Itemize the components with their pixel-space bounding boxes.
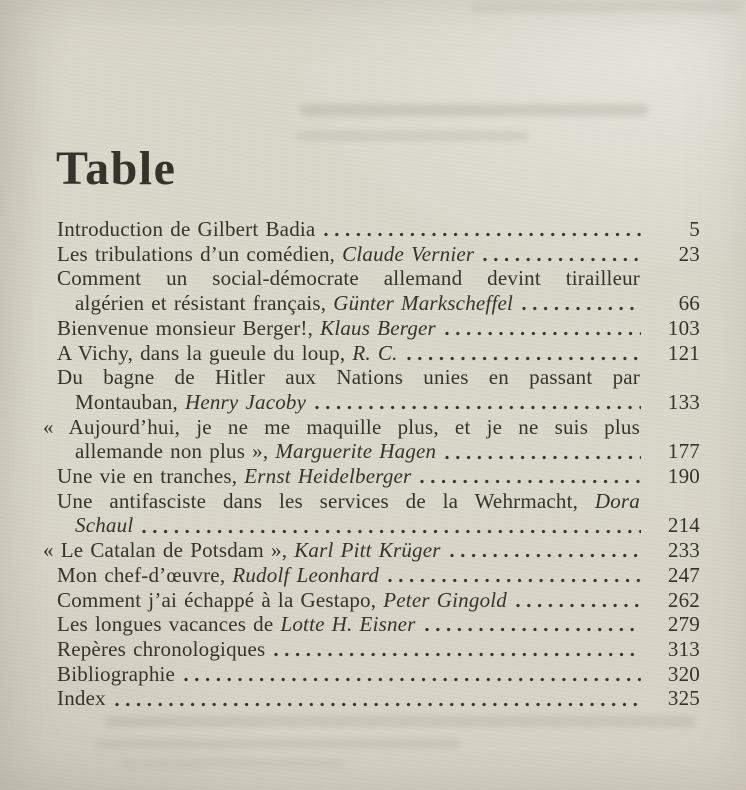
toc-entry-text [57, 316, 436, 341]
page-number: 262 [667, 587, 700, 612]
page-number: 66 [678, 291, 700, 316]
toc-title-text: Les longues vacances de [57, 612, 281, 637]
toc-author: Claude Vernier [342, 241, 475, 266]
page-number: 325 [667, 686, 700, 711]
toc-title-text: Une vie en tranches, [57, 464, 245, 489]
toc-title-text: Repères chronologiques [57, 636, 266, 661]
dot-leader [445, 455, 641, 460]
toc-entry-text [57, 341, 398, 366]
toc-line [57, 217, 700, 242]
page-number: 233 [667, 538, 700, 563]
dot-leader [274, 652, 641, 657]
toc-entry-text [75, 513, 133, 538]
toc-title-text: Bibliographie [57, 661, 176, 686]
toc-list [43, 217, 700, 711]
dot-leader [420, 479, 641, 484]
toc-entry-text [57, 489, 640, 513]
show-through-line [296, 131, 528, 141]
toc-line [57, 489, 640, 514]
toc-title-text: Mon chef-d’œuvre, [57, 562, 233, 587]
toc-title-text: algérien et résistant français, [75, 291, 334, 316]
toc-author: Ernst Heidelberger [244, 464, 412, 489]
toc-line [57, 563, 700, 588]
toc-line [57, 612, 700, 637]
page-number: 214 [667, 513, 700, 538]
toc-line [57, 242, 700, 267]
page-number: 247 [667, 562, 700, 587]
toc-line [57, 365, 640, 390]
toc-author: Klaus Berger [320, 315, 436, 340]
dot-leader [450, 553, 641, 558]
page-number: 320 [667, 661, 700, 686]
dot-leader [142, 529, 641, 534]
toc-line [57, 291, 700, 316]
dot-leader [324, 232, 641, 237]
show-through-line [120, 759, 345, 768]
show-through-line [95, 739, 460, 749]
toc-line [57, 316, 700, 341]
toc-author: Dora [594, 488, 640, 513]
toc-author: R. C. [352, 340, 398, 365]
toc-line [57, 439, 700, 464]
toc-title-text: A Vichy, dans la gueule du loup, [57, 340, 353, 365]
toc-entry-text [57, 365, 640, 389]
dot-leader [184, 677, 641, 682]
toc-entry-text [75, 291, 513, 316]
toc-title-text: allemande non plus », [75, 439, 276, 464]
show-through-line [105, 716, 695, 727]
toc-line [57, 341, 700, 366]
toc-line [57, 637, 700, 662]
toc-author: Peter Gingold [383, 587, 508, 612]
toc-author: Marguerite Hagen [275, 439, 437, 464]
show-through-smudge [470, 2, 740, 13]
page-number: 190 [667, 464, 700, 489]
toc-line [43, 538, 700, 563]
toc-title-text: Du bagne de Hitler aux Nations unies en passant par [57, 365, 640, 390]
toc-entry-text [75, 439, 436, 464]
page-number: 103 [667, 315, 700, 340]
toc-entry-text [57, 563, 379, 588]
dot-leader [388, 578, 641, 583]
toc-author: Henry Jacoby [184, 389, 307, 414]
toc-entry-text [57, 588, 507, 613]
dot-leader [522, 306, 641, 311]
toc-line [57, 662, 700, 687]
toc-title-text: Comment j’ai échappé à la Gestapo, [57, 587, 384, 612]
toc-entry-text [43, 538, 441, 563]
page-number: 133 [667, 389, 700, 414]
dot-leader [516, 603, 641, 608]
toc-title-text: Bienvenue monsieur Berger!, [57, 315, 321, 340]
dot-leader [115, 702, 641, 707]
toc-entry-text [43, 415, 640, 439]
toc-title-text: Une antifasciste dans les services de la Wehrmacht, [57, 488, 595, 513]
toc-entry-text [57, 242, 474, 267]
page-number: 121 [667, 340, 700, 365]
page-number: 279 [667, 612, 700, 637]
toc-line [57, 513, 700, 538]
toc-entry-text [57, 217, 315, 242]
toc-author: Lotte H. Eisner [280, 612, 416, 637]
toc-author: Karl Pitt Krüger [294, 538, 441, 563]
page-title: Table [56, 142, 177, 196]
toc-title-text: Index [57, 686, 106, 711]
toc-entry-text [57, 612, 416, 637]
toc-line [57, 266, 640, 291]
toc-author: Schaul [75, 513, 134, 538]
toc-entry-text [75, 390, 306, 415]
dot-leader [445, 331, 641, 336]
toc-entry-text [57, 266, 640, 290]
toc-title-text: Les tribulations d’un comédien, [57, 241, 343, 266]
toc-entry-text [57, 662, 175, 687]
toc-line [43, 415, 640, 440]
dot-leader [483, 257, 641, 262]
dot-leader [407, 356, 641, 361]
page-number: 177 [667, 439, 700, 464]
toc-line [57, 464, 700, 489]
dot-leader [315, 405, 641, 410]
toc-entry-text [57, 686, 106, 711]
toc-title-text: « Le Catalan de Potsdam », [43, 538, 295, 563]
toc-line [57, 588, 700, 613]
toc-line [57, 390, 700, 415]
toc-line [57, 686, 700, 711]
page-number: 313 [667, 636, 700, 661]
toc-title-text: « Aujourd’hui, je ne me maquille plus, et je ne suis plus [43, 414, 640, 439]
toc-author: Günter Markscheffel [333, 291, 514, 316]
toc-entry-text [57, 464, 411, 489]
page-number: 23 [678, 241, 700, 266]
toc-title-text: Montauban, [75, 389, 185, 414]
toc-author: Rudolf Leonhard [232, 562, 380, 587]
toc-title-text: Introduction de Gilbert Badia [57, 217, 316, 241]
show-through-line [300, 104, 648, 116]
toc-title-text: Comment un social-démocrate allemand devint tirailleur [57, 266, 640, 291]
dot-leader [425, 627, 641, 632]
toc-entry-text [57, 637, 265, 662]
page-number: 5 [689, 217, 700, 241]
